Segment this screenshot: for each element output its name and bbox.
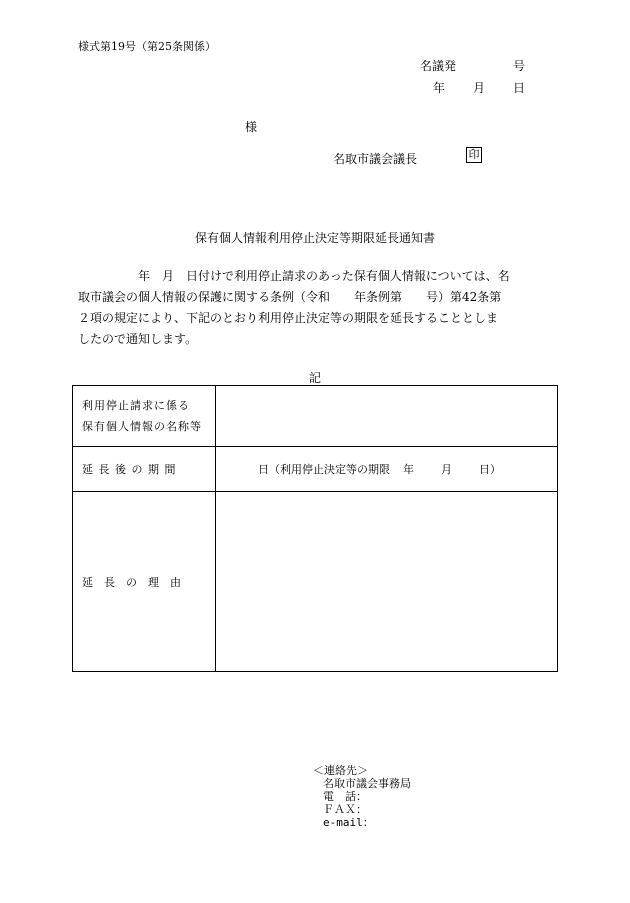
period-prefix: 日（利用停止決定等の期限 [258,463,390,476]
contact-heading: ＜連絡先＞ [313,764,368,777]
body-line: 年 月 日付けで利用停止請求のあった保有個人情報については、名 [78,269,510,283]
extension-period-label-cell [73,447,216,492]
info-name-value-cell[interactable] [216,386,558,447]
body-line: 取市議会の個人情報の保護に関する条例（令和 年条例第 号）第42条第 [78,290,502,304]
date-month: 月 [473,81,486,95]
document-number-suffix: 号 [513,59,526,73]
date-year: 年 [433,81,446,95]
contact-phone: 電 話： [323,790,367,803]
extension-period-value-cell[interactable] [216,447,558,492]
table-row [73,386,558,447]
form-number: 様式第19号（第25条関係） [78,40,216,53]
body-paragraph [78,266,558,350]
extension-period-label: 延長後の期間 [82,463,181,476]
contact-block [313,764,411,829]
period-day-close: 日） [479,463,501,476]
contact-office: 名取市議会事務局 [323,777,411,790]
contact-email: e-mail： [323,816,374,829]
seal-stamp: 印 [466,147,482,163]
period-year: 年 [403,463,414,476]
info-name-label-cell [73,386,216,447]
issue-date [433,79,525,96]
sender-title: 名取市議会議長 [333,152,418,166]
contact-fax: ＦＡＸ： [323,803,367,816]
extension-reason-label-cell [73,492,216,672]
info-name-label-line1: 利用停止請求に係る [82,399,190,412]
document-number-label: 名議発 [420,59,457,73]
body-line: したので通知します。 [78,332,198,346]
period-month: 月 [441,463,452,476]
extension-reason-label: 延長の理由 [82,575,192,589]
addressee-suffix: 様 [245,120,258,134]
document-title: 保有個人情報利用停止決定等期限延長通知書 [194,231,435,245]
info-name-label-line2: 保有個人情報の名称等 [82,420,202,433]
ki-heading: 記 [308,371,321,385]
table-row [73,447,558,492]
details-table [72,385,558,672]
date-day: 日 [513,81,526,95]
extension-reason-value-cell[interactable] [216,492,558,672]
table-row [73,492,558,672]
body-line: ２項の規定により、下記のとおり利用停止決定等の期限を延長することとしま [78,311,499,325]
